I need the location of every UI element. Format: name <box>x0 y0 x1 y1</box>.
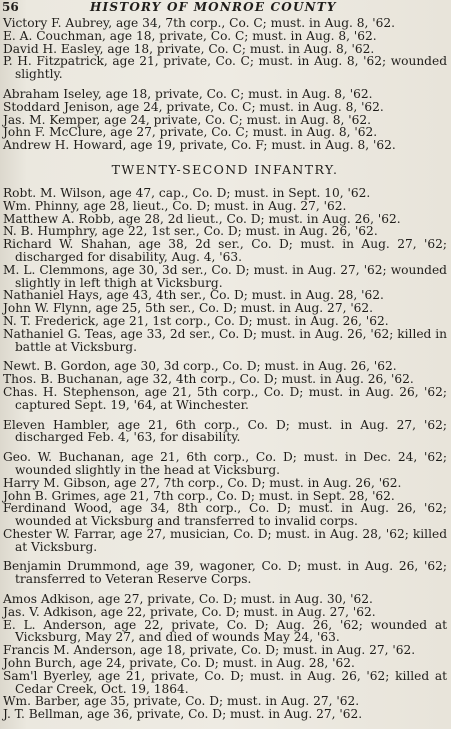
roster-entry: Wm. Phinny, age 28, lieut., Co. D; must. in Aug. 27, '62. <box>3 198 347 213</box>
roster-entry: Richard W. Shahan, age 38, 2d ser., Co. D; must. in Aug. 27, '62; discharged for disability, Aug. 4, '63. <box>3 237 447 264</box>
roster-entry: John Burch, age 24, private, Co. D; must. in Aug. 28, '62. <box>3 656 355 671</box>
roster-entry: Nathaniel G. Teas, age 33, 2d ser., Co. D; must. in Aug. 26, '62; killed in battle at Vicksburg. <box>3 326 447 354</box>
roster-entry: E. L. Anderson, age 22, private, Co. D; Aug. 26, '62; wounded at Vicksburg, May 27, and died of wounds May 24, '63. <box>3 617 447 645</box>
roster-entry: Eleven Hambler, age 21, 6th corp., Co. D; must. in Aug. 27, '62; discharged Feb. 4, '63, for disability. <box>3 417 447 445</box>
roster-entry: Chas. H. Stephenson, age 21, 5th corp., Co. D; must. in Aug. 26, '62; captured Sept. 19, '64, at Winchester. <box>3 384 447 412</box>
roster-entry: Victory F. Aubrey, age 34, 7th corp., Co. C; must. in Aug. 8, '62. <box>3 16 396 30</box>
roster-entry: Sam'l Byerley, age 21, private, Co. D; must. in Aug. 26, '62; killed at Cedar Creek, Oct. 19, 1864. <box>3 668 447 696</box>
running-title: HISTORY OF MONROE COUNTY <box>90 0 337 14</box>
roster-entry: Jas. V. Adkison, age 22, private, Co. D; must. in Aug. 27, '62. <box>3 604 376 619</box>
roster-entry: Harry M. Gibson, age 27, 7th corp., Co. D; must. in Aug. 26, '62. <box>3 475 402 490</box>
section-heading: TWENTY-SECOND INFANTRY. <box>111 161 339 177</box>
roster-entry: Geo. W. Buchanan, age 21, 6th corp., Co. D; must. in Dec. 24, '62; wounded slightly in the head at Vicksburg. <box>3 450 447 477</box>
roster-entry: Robt. M. Wilson, age 47, cap., Co. D; must. in Sept. 10, '62. <box>3 185 371 200</box>
roster-entry: E. A. Couchman, age 18, private, Co. C; must. in Aug. 8, '62. <box>3 28 377 43</box>
roster-list-twenty-second-infantry <box>3 187 447 721</box>
roster-entry: John F. McClure, age 27, private, Co. C; must. in Aug. 8, '62. <box>3 125 378 140</box>
roster-entry: John W. Flynn, age 25, 5th ser., Co. D; must. in Aug. 27, '62. <box>3 301 374 316</box>
roster-entry: P. H. Fitzpatrick, age 21, private, Co. C; must. in Aug. 8, '62; wounded slightly. <box>3 54 447 82</box>
roster-entry: David H. Easley, age 18, private, Co. C; must. in Aug. 8, '62. <box>3 41 375 56</box>
roster-entry: Benjamin Drummond, age 39, wagoner, Co. D; must. in Aug. 26, '62; transferred to Veteran Reserve Corps. <box>3 559 447 587</box>
roster-entry: N. T. Frederick, age 21, 1st corp., Co. D; must. in Aug. 26, '62. <box>3 313 389 328</box>
roster-entry: Andrew H. Howard, age 19, private, Co. F; must. in Aug. 8, '62. <box>3 138 396 153</box>
roster-entry: J. T. Bellman, age 36, private, Co. D; must. in Aug. 27, '62. <box>3 707 363 722</box>
roster-entry: Francis M. Anderson, age 18, private, Co. D; must. in Aug. 27, '62. <box>3 643 416 658</box>
roster-entry: Newt. B. Gordon, age 30, 3d corp., Co. D; must. in Aug. 26, '62. <box>3 359 397 374</box>
roster-entry: Matthew A. Robb, age 28, 2d lieut., Co. D; must. in Aug. 26, '62. <box>3 211 401 226</box>
roster-entry: John B. Grimes, age 21, 7th corp., Co. D; must. in Sept. 28, '62. <box>3 488 395 503</box>
roster-entry: N. B. Humphry, age 22, 1st ser., Co. D; must. in Aug. 26, '62. <box>3 224 378 239</box>
roster-entry: Amos Adkison, age 27, private, Co. D; must. in Aug. 30, '62. <box>3 592 373 607</box>
roster-entry: Nathaniel Hays, age 43, 4th ser., Co. D; must. in Aug. 28, '62. <box>3 288 384 303</box>
page-number: 56 <box>2 0 19 14</box>
roster-entry: Stoddard Jenison, age 24, private, Co. C; must. in Aug. 8, '62. <box>3 99 384 114</box>
roster-entry: M. L. Clemmons, age 30, 3d ser., Co. D; must. in Aug. 27, '62; wounded slightly in left thigh at Vicksburg. <box>3 262 447 290</box>
roster-entry: Wm. Barber, age 35, private, Co. D; must. in Aug. 27, '62. <box>3 694 360 709</box>
roster-content <box>3 17 447 721</box>
roster-entry: Chester W. Farrar, age 27, musician, Co. D; must. in Aug. 28, '62; killed at Vicksburg. <box>3 526 447 554</box>
roster-entry: Ferdinand Wood, age 34, 8th corp., Co. D; must. in Aug. 26, '62; wounded at Vicksburg and transferred to invalid corps. <box>3 501 447 529</box>
roster-entry: Thos. B. Buchanan, age 32, 4th corp., Co. D; must. in Aug. 26, '62. <box>3 372 414 387</box>
roster-list-company-c <box>3 17 447 152</box>
roster-entry: Jas. M. Kemper, age 24, private, Co. C; must. in Aug. 8, '62. <box>3 112 371 127</box>
roster-entry: Abraham Iseley, age 18, private, Co. C; must. in Aug. 8, '62. <box>3 86 373 101</box>
